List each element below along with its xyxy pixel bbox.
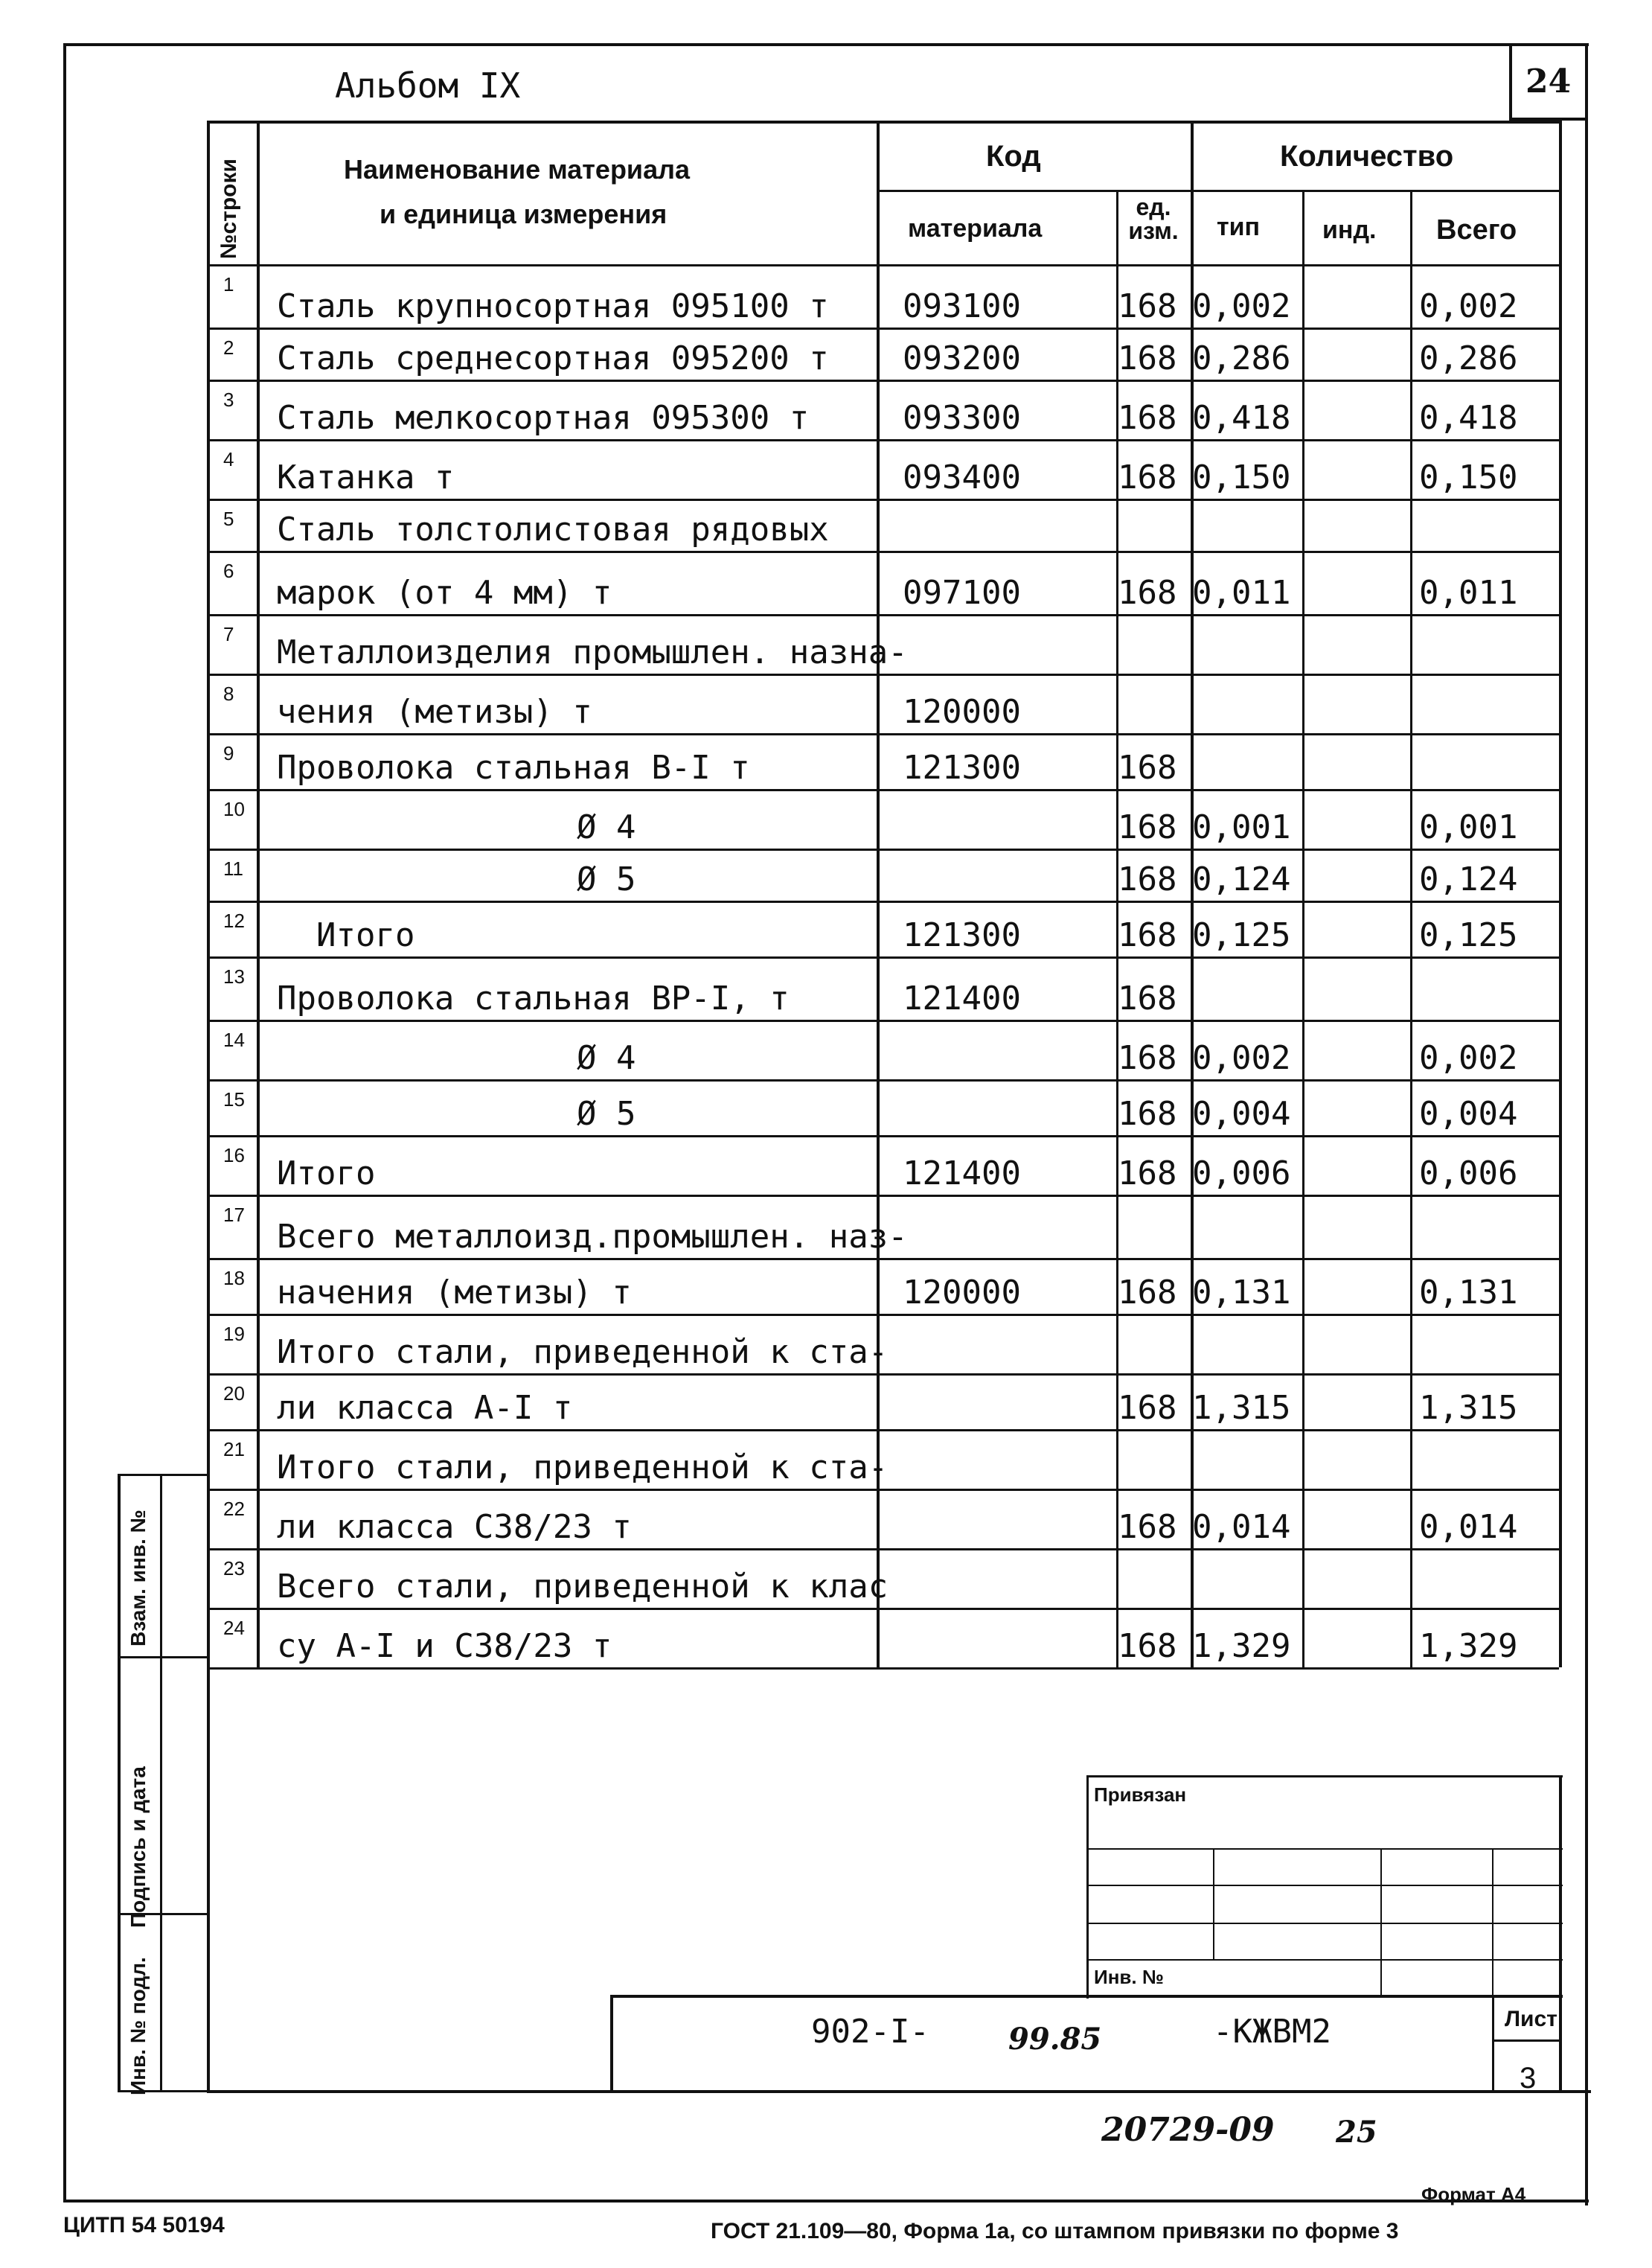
row-name: Итого bbox=[277, 1154, 376, 1192]
row-name: су А-I и С38/23 т bbox=[277, 1627, 612, 1665]
row-unit: 168 bbox=[1118, 287, 1177, 325]
row-qty-type: 0,004 bbox=[1192, 1095, 1291, 1133]
row-unit: 168 bbox=[1118, 916, 1177, 954]
row-number: 19 bbox=[223, 1323, 245, 1345]
row-qty-type: 0,418 bbox=[1192, 399, 1291, 437]
col-line-name bbox=[257, 121, 260, 1667]
row-code: 093100 bbox=[903, 287, 1021, 325]
album-title: Альбом IX bbox=[335, 66, 521, 106]
row-name: Ø 5 bbox=[577, 860, 636, 898]
row-line bbox=[207, 1258, 1559, 1260]
col-line-code bbox=[877, 121, 880, 1667]
row-qty-type: 0,014 bbox=[1192, 1508, 1291, 1546]
row-unit: 168 bbox=[1118, 1274, 1177, 1312]
row-name: Катанка т bbox=[277, 459, 455, 496]
row-line bbox=[207, 499, 1559, 501]
header-qty-type: тип bbox=[1217, 213, 1261, 241]
lower-frame-bottom bbox=[207, 2090, 1591, 2093]
page-corner-number: 24 bbox=[1525, 63, 1572, 100]
header-qty-total: Всего bbox=[1436, 214, 1517, 246]
row-line bbox=[207, 956, 1559, 959]
row-code: 121400 bbox=[903, 1154, 1021, 1192]
row-name: Итого bbox=[316, 916, 415, 954]
row-line bbox=[207, 439, 1559, 441]
header-code-group: Код bbox=[986, 140, 1041, 173]
row-line bbox=[207, 1429, 1559, 1431]
row-number: 12 bbox=[223, 910, 245, 932]
row-qty-total: 0,286 bbox=[1419, 339, 1518, 377]
row-line bbox=[207, 1020, 1559, 1022]
row-line bbox=[207, 901, 1559, 903]
frame-top bbox=[63, 43, 1589, 46]
footer-left: ЦИТП 54 50194 bbox=[63, 2213, 225, 2237]
archive-number: 20729-09 bbox=[1101, 2111, 1275, 2149]
row-number: 1 bbox=[223, 273, 234, 296]
row-name: Всего стали, приведенной к клас bbox=[277, 1568, 889, 1606]
row-qty-type: 0,124 bbox=[1192, 860, 1291, 898]
title-inv-no: Инв. № bbox=[1094, 1966, 1164, 1988]
archive-page: 25 bbox=[1336, 2115, 1377, 2150]
row-qty-total: 0,150 bbox=[1419, 459, 1518, 496]
row-number: 3 bbox=[223, 389, 234, 411]
row-number: 24 bbox=[223, 1617, 245, 1639]
row-line bbox=[207, 614, 1559, 616]
header-row-no: №строки bbox=[217, 159, 241, 259]
row-code: 097100 bbox=[903, 574, 1021, 612]
row-unit: 168 bbox=[1118, 574, 1177, 612]
row-code: 121400 bbox=[903, 980, 1021, 1018]
doc-code-left: 902-I- bbox=[811, 2013, 929, 2051]
row-qty-total: 1,315 bbox=[1419, 1389, 1518, 1427]
row-qty-type: 1,315 bbox=[1192, 1389, 1291, 1427]
row-code: 120000 bbox=[903, 693, 1021, 731]
row-unit: 168 bbox=[1118, 808, 1177, 846]
row-unit: 168 bbox=[1118, 980, 1177, 1018]
row-qty-total: 0,002 bbox=[1419, 1039, 1518, 1077]
row-qty-total: 0,011 bbox=[1419, 574, 1518, 612]
side-stamp-line-outer bbox=[118, 1474, 121, 2092]
side-inv-podl: Инв. № подл. bbox=[127, 1957, 150, 2095]
row-number: 20 bbox=[223, 1382, 245, 1405]
row-name: Сталь крупносортная 095100 т bbox=[277, 287, 829, 325]
row-unit: 168 bbox=[1118, 399, 1177, 437]
row-number: 16 bbox=[223, 1144, 245, 1166]
header-qty-ind: инд. bbox=[1322, 216, 1377, 244]
tb-line-main bbox=[610, 1995, 1563, 1998]
tb-line bbox=[1086, 1885, 1563, 1886]
row-name: Проволока стальная В-I т bbox=[277, 749, 750, 787]
row-unit: 168 bbox=[1118, 1627, 1177, 1665]
row-number: 5 bbox=[223, 508, 234, 530]
row-number: 8 bbox=[223, 683, 234, 705]
tb-line bbox=[1086, 1775, 1563, 1777]
row-line bbox=[207, 1667, 1559, 1670]
header-name-line2: и единица измерения bbox=[380, 199, 667, 229]
tb-line bbox=[1086, 1959, 1563, 1961]
row-unit: 168 bbox=[1118, 1508, 1177, 1546]
tb-line bbox=[1492, 1848, 1493, 1997]
row-number: 22 bbox=[223, 1498, 245, 1520]
row-code: 093200 bbox=[903, 339, 1021, 377]
tb-line bbox=[1213, 1848, 1214, 1960]
tb-line bbox=[1492, 1995, 1494, 2090]
table-top-line bbox=[207, 121, 1559, 124]
row-number: 10 bbox=[223, 798, 245, 820]
row-name: Сталь среднесортная 095200 т bbox=[277, 339, 829, 377]
row-qty-type: 0,125 bbox=[1192, 916, 1291, 954]
row-name: Ø 4 bbox=[577, 808, 636, 846]
row-number: 4 bbox=[223, 448, 234, 470]
row-line bbox=[207, 674, 1559, 676]
doc-code-right: -КЖВМ2 bbox=[1213, 2013, 1331, 2051]
row-qty-type: 0,011 bbox=[1192, 574, 1291, 612]
row-number: 23 bbox=[223, 1557, 245, 1579]
tb-line bbox=[1086, 1848, 1563, 1850]
row-unit: 168 bbox=[1118, 860, 1177, 898]
footer-gost: ГОСТ 21.109—80, Форма 1а, со штампом привязки по форме 3 bbox=[711, 2219, 1399, 2243]
row-name: Ø 5 bbox=[577, 1095, 636, 1133]
row-line bbox=[207, 733, 1559, 735]
row-line bbox=[207, 551, 1559, 553]
row-line bbox=[207, 849, 1559, 851]
row-name: Сталь мелкосортная 095300 т bbox=[277, 399, 810, 437]
title-privyazan: Привязан bbox=[1094, 1783, 1187, 1806]
row-number: 21 bbox=[223, 1438, 245, 1460]
row-name: Металлоизделия промышлен. назна- bbox=[277, 633, 908, 671]
side-stamp-line-mid bbox=[160, 1474, 162, 2092]
sheet-label: Лист bbox=[1505, 2007, 1557, 2031]
tb-line bbox=[1086, 1923, 1563, 1924]
row-qty-total: 0,006 bbox=[1419, 1154, 1518, 1192]
row-unit: 168 bbox=[1118, 1095, 1177, 1133]
row-name: начения (метизы) т bbox=[277, 1274, 632, 1312]
row-number: 2 bbox=[223, 336, 234, 359]
row-code: 093400 bbox=[903, 459, 1021, 496]
row-number: 11 bbox=[223, 857, 243, 880]
row-qty-type: 0,286 bbox=[1192, 339, 1291, 377]
row-number: 18 bbox=[223, 1267, 245, 1289]
footer-format: Формат А4 bbox=[1421, 2183, 1526, 2205]
row-line bbox=[207, 1135, 1559, 1137]
row-unit: 168 bbox=[1118, 1039, 1177, 1077]
row-number: 7 bbox=[223, 623, 234, 645]
tb-line bbox=[1492, 2039, 1560, 2042]
header-code-material: материала bbox=[908, 214, 1043, 243]
row-qty-type: 1,329 bbox=[1192, 1627, 1291, 1665]
row-line bbox=[207, 1079, 1559, 1082]
row-qty-total: 1,329 bbox=[1419, 1627, 1518, 1665]
row-name: Ø 4 bbox=[577, 1039, 636, 1077]
header-qty-group: Количество bbox=[1280, 140, 1454, 173]
row-name: Итого стали, приведенной к ста- bbox=[277, 1448, 889, 1486]
header-name-line1: Наименование материала bbox=[344, 154, 690, 185]
side-vzam-inv: Взам. инв. № bbox=[127, 1510, 150, 1646]
row-unit: 168 bbox=[1118, 749, 1177, 787]
row-unit: 168 bbox=[1118, 1154, 1177, 1192]
row-qty-total: 0,002 bbox=[1419, 287, 1518, 325]
row-unit: 168 bbox=[1118, 459, 1177, 496]
row-qty-total: 0,418 bbox=[1419, 399, 1518, 437]
row-line bbox=[207, 1373, 1559, 1376]
row-name: чения (метизы) т bbox=[277, 693, 592, 731]
row-code: 120000 bbox=[903, 1274, 1021, 1312]
row-qty-total: 0,125 bbox=[1419, 916, 1518, 954]
row-number: 13 bbox=[223, 965, 245, 988]
row-qty-total: 0,131 bbox=[1419, 1274, 1518, 1312]
row-line bbox=[207, 328, 1559, 330]
tb-line bbox=[1086, 1775, 1089, 1999]
row-line bbox=[207, 789, 1559, 791]
tb-line bbox=[1380, 1848, 1382, 1997]
row-name: ли класса А-I т bbox=[277, 1389, 573, 1427]
col-line-end bbox=[1559, 121, 1562, 1667]
header-code-unit: ед. изм. bbox=[1128, 194, 1179, 244]
row-qty-type: 0,001 bbox=[1192, 808, 1291, 846]
row-code: 093300 bbox=[903, 399, 1021, 437]
row-number: 15 bbox=[223, 1088, 245, 1111]
lower-frame-left bbox=[207, 1667, 210, 2090]
side-stamp-line bbox=[118, 1656, 207, 1658]
row-name: Итого стали, приведенной к ста- bbox=[277, 1333, 889, 1371]
row-unit: 168 bbox=[1118, 339, 1177, 377]
frame-left bbox=[63, 43, 66, 2202]
tb-line-main bbox=[610, 1995, 613, 2090]
col-line-ind bbox=[1302, 190, 1304, 1667]
header-sub-line bbox=[877, 190, 1559, 192]
row-line bbox=[207, 1195, 1559, 1197]
row-code: 121300 bbox=[903, 749, 1021, 787]
row-line bbox=[207, 1608, 1559, 1610]
row-line bbox=[207, 264, 1559, 266]
col-line-total bbox=[1410, 190, 1412, 1667]
row-qty-type: 0,002 bbox=[1192, 287, 1291, 325]
row-name: ли класса С38/23 т bbox=[277, 1508, 632, 1546]
row-qty-type: 0,131 bbox=[1192, 1274, 1291, 1312]
row-line bbox=[207, 1489, 1559, 1491]
row-number: 17 bbox=[223, 1204, 245, 1226]
doc-code-hand: 99.85 bbox=[1008, 2022, 1102, 2057]
row-name: Сталь толстолистовая рядовых bbox=[277, 511, 829, 549]
tb-line-right bbox=[1559, 1775, 1562, 2090]
row-number: 6 bbox=[223, 560, 234, 582]
row-qty-type: 0,150 bbox=[1192, 459, 1291, 496]
side-podpis-data: Подпись и дата bbox=[127, 1766, 150, 1928]
frame-right bbox=[1585, 43, 1588, 2205]
row-qty-type: 0,006 bbox=[1192, 1154, 1291, 1192]
row-number: 9 bbox=[223, 742, 234, 764]
row-unit: 168 bbox=[1118, 1389, 1177, 1427]
row-qty-type: 0,002 bbox=[1192, 1039, 1291, 1077]
row-qty-total: 0,004 bbox=[1419, 1095, 1518, 1133]
sheet-number: 3 bbox=[1520, 2062, 1537, 2095]
row-qty-total: 0,001 bbox=[1419, 808, 1518, 846]
row-name: Всего металлоизд.промышлен. наз- bbox=[277, 1218, 908, 1256]
row-name: Проволока стальная ВР-I, т bbox=[277, 980, 790, 1018]
row-line bbox=[207, 380, 1559, 382]
row-line bbox=[207, 1314, 1559, 1316]
row-qty-total: 0,014 bbox=[1419, 1508, 1518, 1546]
row-qty-total: 0,124 bbox=[1419, 860, 1518, 898]
row-code: 121300 bbox=[903, 916, 1021, 954]
frame-bottom bbox=[63, 2200, 1589, 2202]
row-line bbox=[207, 1548, 1559, 1550]
side-stamp-line bbox=[118, 1474, 207, 1476]
row-name: марок (от 4 мм) т bbox=[277, 574, 612, 612]
col-line-n bbox=[207, 121, 210, 1667]
row-number: 14 bbox=[223, 1029, 245, 1051]
